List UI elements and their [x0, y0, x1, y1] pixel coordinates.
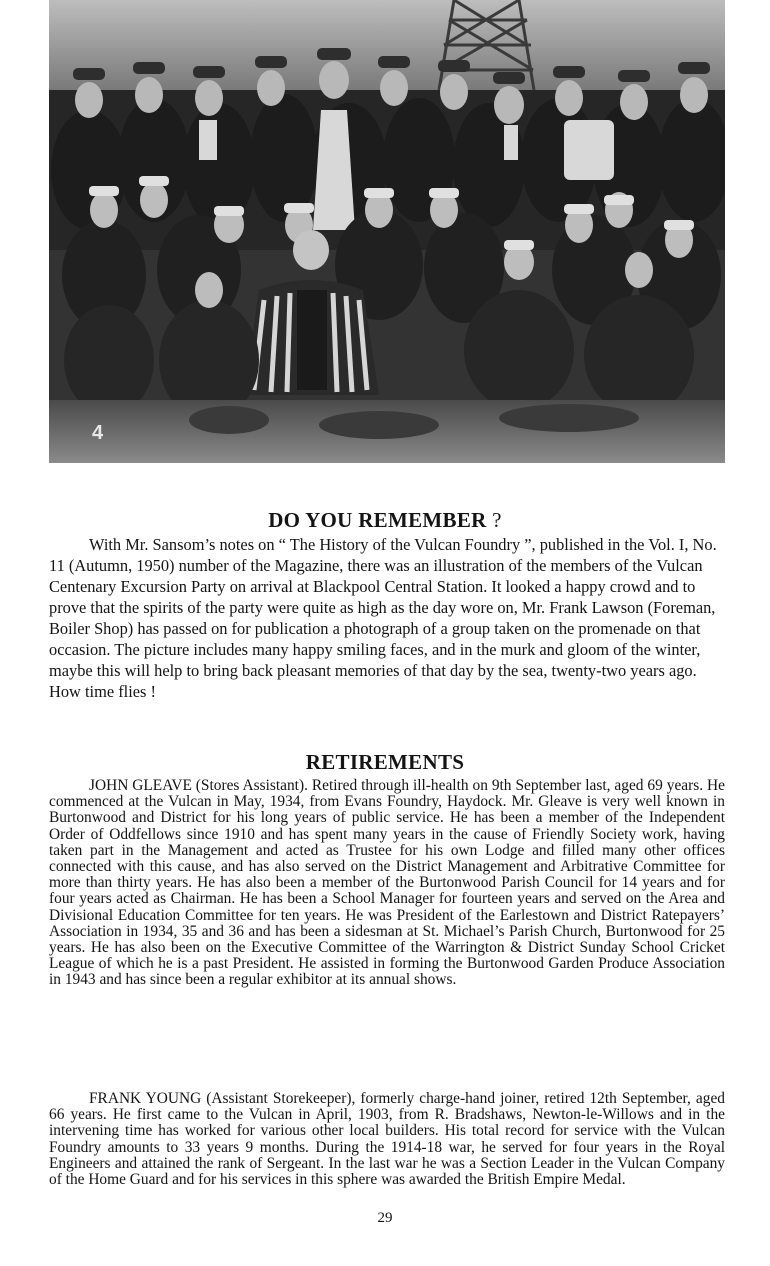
heading-text: DO YOU REMEMBER	[268, 508, 487, 532]
heading-question-mark: ?	[492, 508, 502, 532]
do-you-remember-heading	[0, 508, 770, 533]
do-you-remember-text: With Mr. Sansom’s notes on “ The History of the Vulcan Foundry ”, published in the Vol. I, No. 11 (Autumn, 1950) number of the Magazine, there was an illustration of the members of the Vulcan Centenary Excursion Party on arrival at Blackpool Central Station. It looked a happy crowd and to prove that the spirits of the party were quite as high as the day wore on, Mr. Frank Lawson (Foreman, Boiler Shop) has passed on for publication a photograph of a group taken on the promenade on that occasion. The picture includes many happy smiling faces, and in the murk and gloom of the winter, maybe this will help to bring back pleasant memories of that day by the sea, twenty-two years ago. How time flies !	[49, 535, 717, 701]
do-you-remember-paragraph	[49, 534, 725, 702]
retirement-frank-young	[49, 1091, 725, 1188]
frank-young-text: FRANK YOUNG (Assistant Storekeeper), formerly charge-hand joiner, retired 12th September, aged 66 years. He first came to the Vulcan in April, 1903, from R. Bradshaws, Newton-le-Willows and in the intervening time has worked for various other local builders. His total record for service with the Vulcan Foundry amounts to 33 years 9 months. During the 1914-18 war, he served for four years in the Royal Engineers and attained the rank of Sergeant. In the last war he was a Section Leader in the Vulcan Company of the Home Guard and for his services in this sphere was awarded the British Empire Medal.	[49, 1090, 725, 1189]
group-photograph	[49, 0, 725, 463]
photo-illustration	[49, 0, 725, 463]
photo-corner-mark: 4	[92, 422, 104, 444]
john-gleave-text: JOHN GLEAVE (Stores Assistant). Retired through ill-health on 9th September last, aged 69 years. He commenced at the Vulcan in May, 1934, from Evans Foundry, Haydock. Mr. Gleave is very well known in Burtonwood and District for his long years of public service. He has been a member of the Independent Order of Oddfellows since 1910 and has spent many years in the cause of Friendly Society work, having taken part in the Management and acted as Trustee for his own Lodge and filled many other offices connected with this cause, and has also served on the District Management and Arbitrative Committee for more than thirty years. He has also been a member of the Burtonwood Parish Council for 14 years and for four years acted as Chairman. He has been a School Manager for fourteen years and served on the Area and Divisional Education Committee for ten years. He was President of the Earlestown and District Ratepayers’ Association in 1934, 35 and 36 and has been a sidesman at St. Michael’s Parish Church, Burtonwood for 25 years. He has also been on the Executive Committee of the Warrington & District Sunday School Cricket League of which he is a past President. He assisted in forming the Burtonwood Garden Produce Association in 1943 and has since been a regular exhibitor at its annual shows.	[49, 777, 725, 989]
page-number: 29	[377, 1210, 393, 1226]
retirement-john-gleave	[49, 778, 725, 989]
retirements-heading: RETIREMENTS	[305, 750, 465, 774]
